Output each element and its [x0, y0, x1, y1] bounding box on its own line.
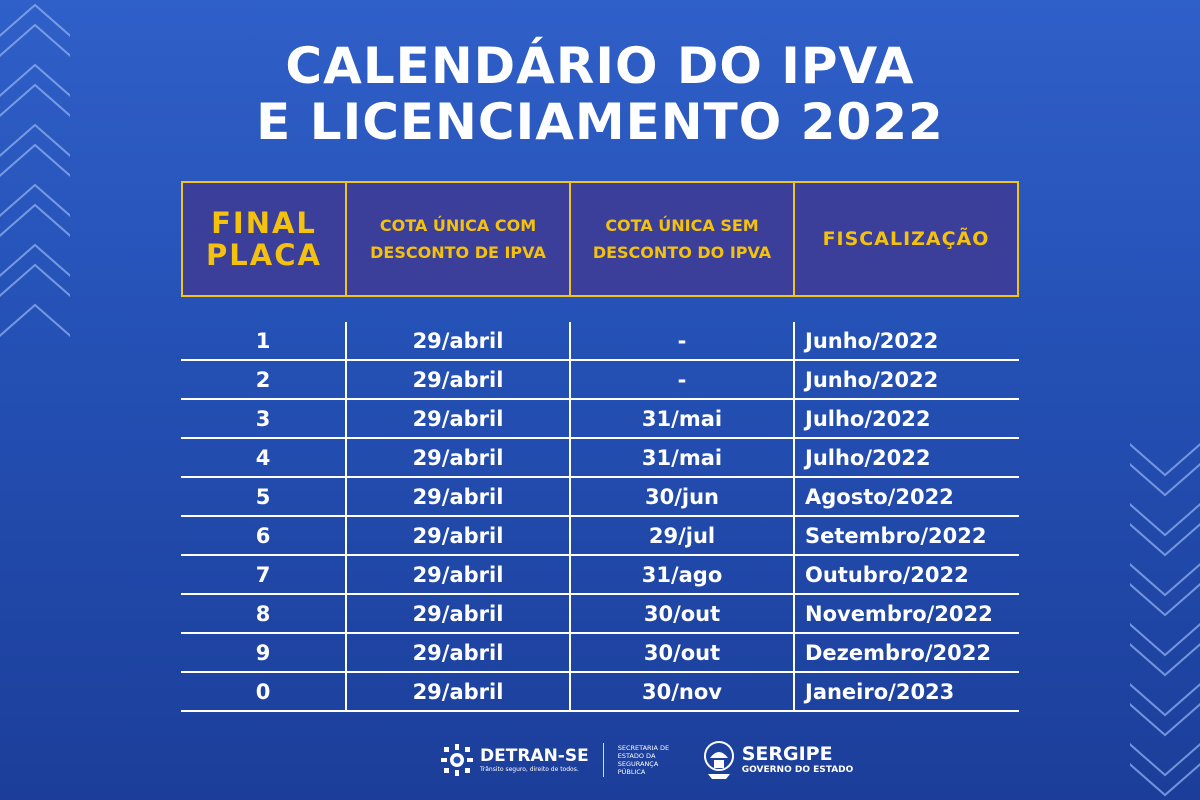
table-row [181, 361, 1019, 400]
cell-sem-desconto: 30/jun [571, 478, 795, 515]
cell-final: 9 [181, 634, 347, 671]
table-row [181, 556, 1019, 595]
detran-tagline: Trânsito seguro, direito de todos. [480, 765, 579, 773]
header-final-label: FINAL [211, 206, 317, 240]
table-row [181, 478, 1019, 517]
header-col3-line1: COTA ÚNICA SEM [605, 216, 759, 235]
cell-sem-desconto: 29/jul [571, 517, 795, 554]
cell-final: 6 [181, 517, 347, 554]
cell-fiscalizacao: Outubro/2022 [805, 562, 969, 587]
chevron-down-decoration-icon [1130, 430, 1200, 800]
page-title [0, 38, 1200, 150]
cell-fiscalizacao: Junho/2022 [805, 367, 939, 392]
table-row [181, 595, 1019, 634]
cell-com-desconto: 29/abril [347, 361, 571, 398]
title-line-1: CALENDÁRIO DO IPVA [285, 37, 915, 95]
detran-logo-icon [440, 743, 474, 777]
cell-fiscalizacao: Agosto/2022 [805, 484, 954, 509]
cell-sem-desconto: - [571, 361, 795, 398]
table-header [181, 181, 1019, 297]
header-col2-line1: COTA ÚNICA COM [379, 216, 537, 235]
header-cota-sem-desconto [571, 183, 795, 295]
cell-final: 8 [181, 595, 347, 632]
table-row [181, 517, 1019, 556]
header-fiscalizacao: FISCALIZAÇÃO [822, 228, 990, 250]
cell-com-desconto: 29/abril [347, 673, 571, 710]
sergipe-crest-icon [702, 740, 736, 780]
cell-fiscalizacao: Janeiro/2023 [805, 679, 955, 704]
header-cota-com-desconto [347, 183, 571, 295]
cell-fiscalizacao: Setembro/2022 [805, 523, 987, 548]
cell-final: 0 [181, 673, 347, 710]
cell-final: 7 [181, 556, 347, 593]
cell-com-desconto: 29/abril [347, 595, 571, 632]
cell-fiscalizacao: Dezembro/2022 [805, 640, 991, 665]
sergipe-subtitle: GOVERNO DO ESTADO [741, 765, 854, 775]
secretaria-label: SECRETARIA DE ESTADO DA SEGURANÇA PÚBLICA [617, 744, 670, 776]
footer-divider [603, 743, 604, 777]
cell-sem-desconto: 30/nov [571, 673, 795, 710]
cell-fiscalizacao: Julho/2022 [805, 445, 931, 470]
cell-final: 2 [181, 361, 347, 398]
header-col3-line2: DESCONTO DO IPVA [592, 243, 772, 262]
cell-sem-desconto: 30/out [571, 634, 795, 671]
header-placa-label: PLACA [206, 238, 322, 272]
header-final-placa [183, 183, 347, 295]
cell-com-desconto: 29/abril [347, 322, 571, 359]
detran-logo [440, 743, 589, 777]
cell-final: 1 [181, 322, 347, 359]
table-row [181, 673, 1019, 712]
sergipe-logo [702, 740, 854, 780]
title-line-2: E LICENCIAMENTO 2022 [256, 93, 944, 151]
sergipe-name: SERGIPE [741, 743, 833, 765]
cell-sem-desconto: 31/mai [571, 400, 795, 437]
cell-com-desconto: 29/abril [347, 478, 571, 515]
cell-com-desconto: 29/abril [347, 400, 571, 437]
table-row [181, 322, 1019, 361]
cell-final: 4 [181, 439, 347, 476]
cell-fiscalizacao: Julho/2022 [805, 406, 931, 431]
table-row [181, 439, 1019, 478]
cell-com-desconto: 29/abril [347, 517, 571, 554]
cell-fiscalizacao: Junho/2022 [805, 328, 939, 353]
cell-final: 5 [181, 478, 347, 515]
cell-final: 3 [181, 400, 347, 437]
table-row [181, 400, 1019, 439]
cell-sem-desconto: - [571, 322, 795, 359]
table-body [181, 322, 1019, 712]
cell-sem-desconto: 31/mai [571, 439, 795, 476]
cell-com-desconto: 29/abril [347, 634, 571, 671]
cell-sem-desconto: 31/ago [571, 556, 795, 593]
footer-logos [440, 738, 853, 782]
detran-name: DETRAN-SE [480, 745, 589, 766]
cell-com-desconto: 29/abril [347, 439, 571, 476]
cell-sem-desconto: 30/out [571, 595, 795, 632]
cell-fiscalizacao: Novembro/2022 [805, 601, 993, 626]
table-row [181, 634, 1019, 673]
cell-com-desconto: 29/abril [347, 556, 571, 593]
header-col2-line2: DESCONTO DE IPVA [370, 243, 546, 262]
